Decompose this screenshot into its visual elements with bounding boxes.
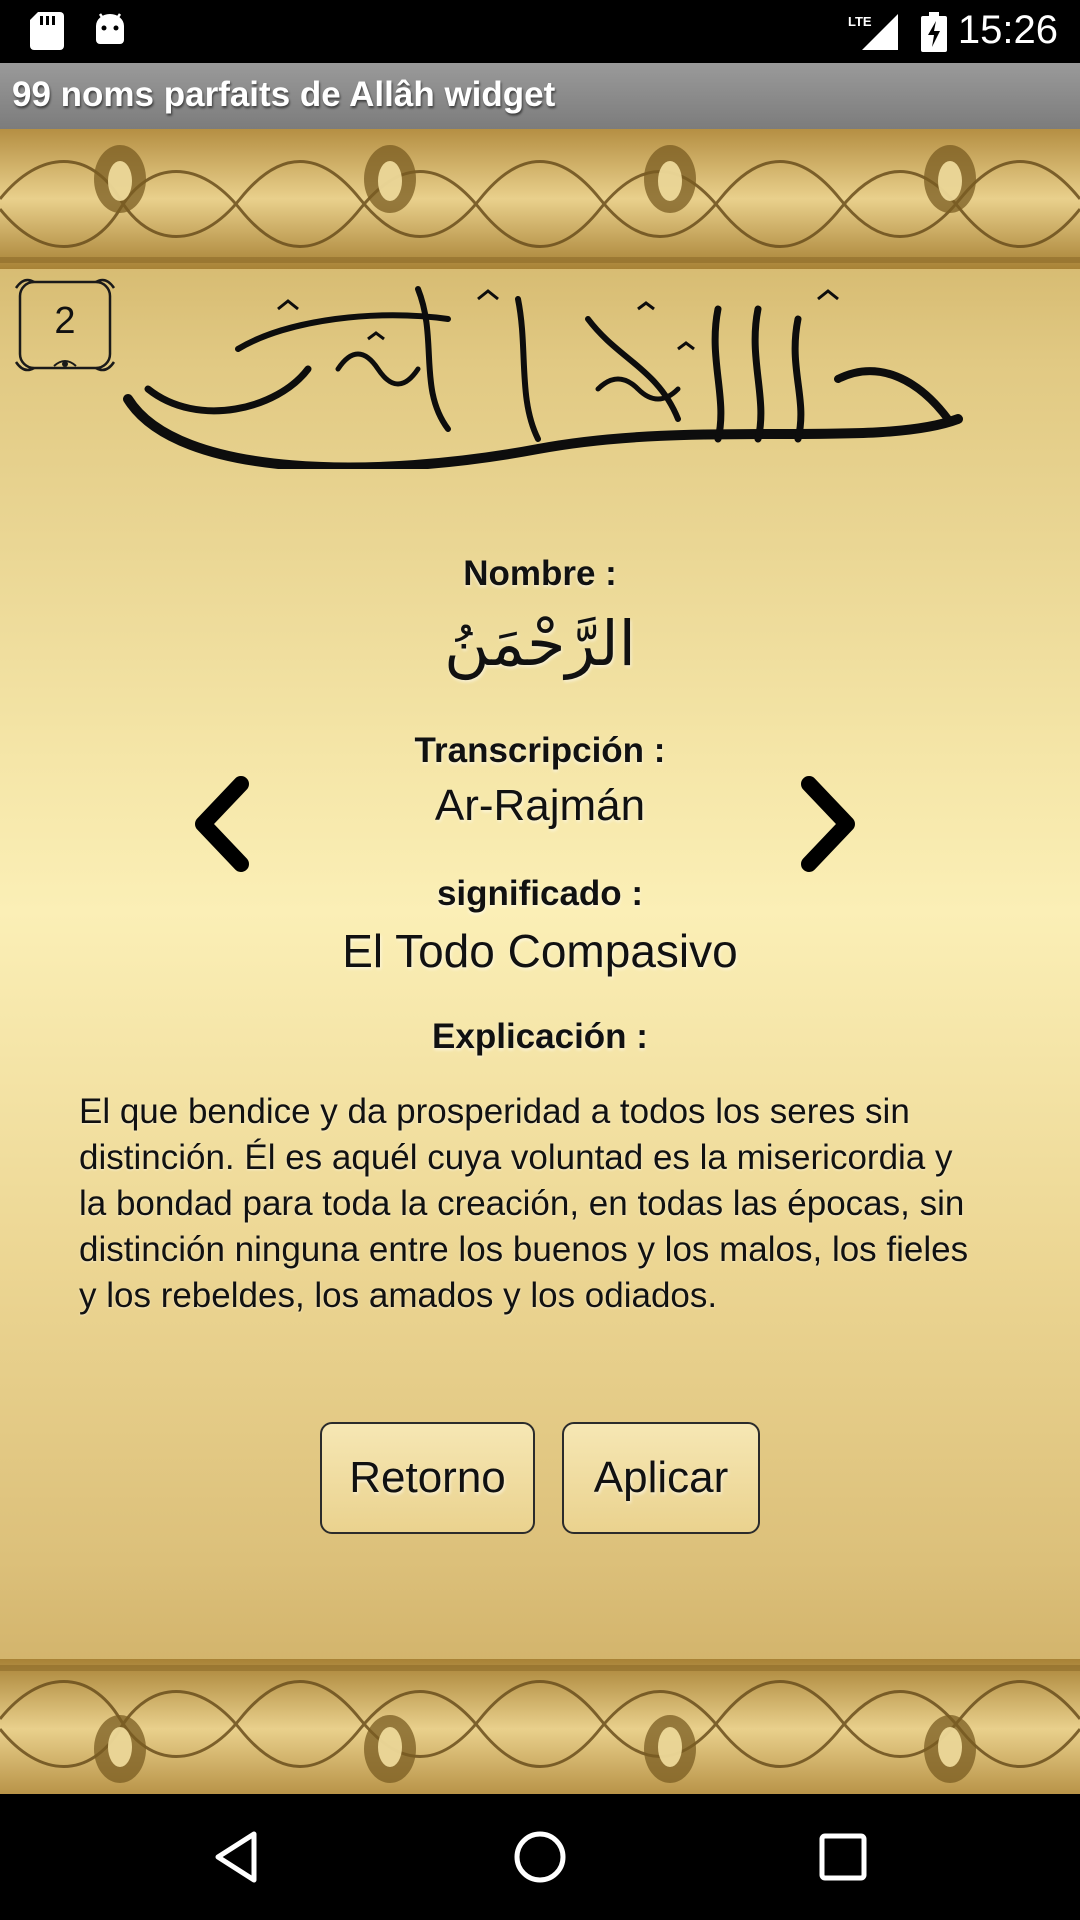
explanation-label: Explicación : [432, 1017, 648, 1056]
name-arabic: الرَّحْمَنُ [444, 607, 636, 680]
svg-text:LTE: LTE [848, 14, 872, 29]
chevron-right-icon[interactable] [795, 774, 865, 874]
clock: 15:26 [957, 8, 1058, 52]
chevron-left-icon[interactable] [185, 774, 255, 874]
app-title-bar [0, 63, 1080, 129]
status-bar [0, 0, 1080, 63]
transcription-label: Transcripción : [414, 731, 666, 770]
meaning-value: El Todo Compasivo [342, 925, 738, 977]
ornament-top-border [0, 129, 1080, 269]
back-triangle-icon[interactable] [206, 1826, 268, 1888]
recents-square-icon[interactable] [812, 1826, 874, 1888]
name-index-badge [14, 274, 116, 376]
main-panel [0, 129, 1080, 1794]
name-index: 2 [54, 300, 76, 342]
battery-charging-icon [920, 12, 948, 52]
apply-button[interactable]: Aplicar [562, 1422, 760, 1534]
android-icon [92, 12, 128, 48]
explanation-text: El que bendice y da prosperidad a todos los seres sin distinción. Él es aquél cuya voluntad es la misericordia y la bondad para toda la creación, en todas las épocas, sin distinción ninguna entre los buenos y los malos, los fieles y los rebeldes, los amados y los odiados. [79, 1092, 969, 1315]
transcription-value: Ar-Rajmán [434, 781, 646, 830]
bismillah-calligraphy-image [118, 279, 968, 469]
system-navigation-bar [0, 1794, 1080, 1920]
back-button[interactable]: Retorno [320, 1422, 535, 1534]
name-label: Nombre : [463, 554, 617, 593]
sd-card-icon [30, 12, 64, 50]
lte-signal-icon [848, 12, 900, 52]
home-circle-icon[interactable] [509, 1826, 571, 1888]
ornament-bottom-border [0, 1659, 1080, 1794]
app-title: 99 noms parfaits de Allâh widget [12, 75, 556, 114]
meaning-label: significado : [436, 874, 644, 913]
